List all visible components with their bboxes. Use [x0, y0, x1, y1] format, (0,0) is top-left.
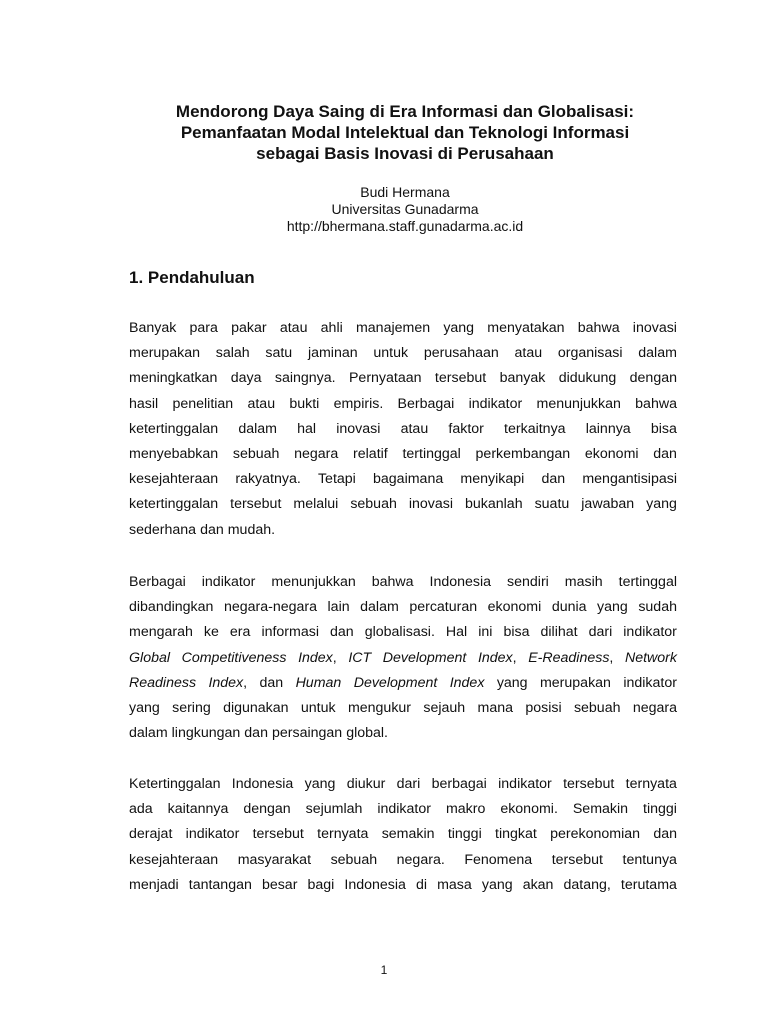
word: mengarah [129, 624, 193, 641]
word: yang [646, 496, 677, 513]
paragraph-line [129, 696, 677, 721]
word: bisa [503, 624, 530, 641]
word: pakar [231, 320, 267, 336]
word: Global [129, 649, 171, 666]
word: dan [259, 674, 284, 691]
word: sebuah [232, 445, 280, 462]
word: banyak [499, 370, 546, 387]
word: negara-negara [223, 599, 318, 616]
word: Banyak [129, 320, 177, 336]
word: inovasi [408, 496, 454, 513]
word: Development [382, 649, 467, 666]
word: tinggi [643, 801, 677, 818]
word: hal [297, 420, 317, 437]
word: menyatakan [487, 320, 565, 336]
word: kesejahteraan [129, 851, 219, 868]
word: tentunya [622, 851, 677, 868]
paragraph-line [129, 341, 677, 366]
author-url: http://bhermana.staff.gunadarma.ac.id [286, 218, 524, 234]
word: atau [279, 320, 308, 336]
word: besar [261, 876, 298, 893]
author-name: Budi Hermana [360, 184, 450, 200]
word: tertinggal [402, 445, 461, 462]
word: bahwa [577, 320, 620, 336]
word: indikator [201, 574, 256, 590]
word: Ketertinggalan [129, 776, 221, 792]
word: penelitian [172, 395, 234, 412]
word: Index [449, 674, 485, 691]
word: mana [477, 699, 513, 716]
paragraph-line [129, 772, 677, 797]
word: ada [129, 801, 153, 818]
word: tersebut [434, 370, 487, 387]
word: menunjukkan [271, 574, 356, 590]
word: salah [215, 345, 250, 362]
word: masyarakat [237, 851, 312, 868]
word: posisi [525, 699, 562, 716]
word: tersebut [230, 496, 282, 513]
word: ahli [320, 320, 343, 336]
word: terkaitnya [504, 420, 566, 437]
word: ekonomi [584, 445, 639, 462]
paragraph-line [129, 822, 677, 847]
word: menyebabkan [129, 445, 219, 462]
word: informasi [261, 624, 319, 641]
word: tersebut [551, 851, 603, 868]
word: negara [632, 699, 677, 716]
word: dari [396, 776, 421, 792]
word: lingkungan [171, 725, 241, 742]
word: percaturan [409, 599, 478, 616]
word: didukung [558, 370, 617, 387]
word: melalui [293, 496, 339, 513]
paragraph-line [129, 442, 677, 467]
paragraph-3 [129, 772, 677, 898]
word: bukanlah [465, 496, 523, 513]
word: dilihat [540, 624, 578, 641]
page-number: 1 [380, 963, 388, 977]
paragraph-line [129, 620, 677, 645]
word: indikator [623, 674, 677, 691]
word: ketertinggalan [129, 496, 219, 513]
word: sejauh [423, 699, 466, 716]
word: yang [597, 599, 628, 616]
word: satu [265, 345, 293, 362]
author-affiliation: Universitas Gunadarma [331, 201, 479, 217]
word: sendiri [507, 574, 549, 590]
word: bahwa [371, 574, 414, 590]
paragraph-line [129, 848, 677, 873]
word: yang [481, 876, 513, 893]
word: inovasi [336, 420, 381, 437]
word: Index, [478, 646, 517, 671]
word: meningkatkan [129, 370, 218, 387]
word: empiris. [333, 395, 384, 412]
word: manajemen [355, 320, 431, 336]
title-line-1: Mendorong Daya Saing di Era Informasi dan Globalisasi: [175, 102, 635, 121]
word: globalisasi. [364, 624, 435, 641]
word: lain [327, 599, 350, 616]
word: tinggi [447, 826, 482, 843]
word: ketertinggalan [129, 420, 219, 437]
word: yang [129, 699, 160, 716]
word: dan [653, 445, 677, 462]
word: E-Readiness, [528, 646, 613, 671]
paragraph-line [129, 671, 677, 696]
word: tantangan [188, 876, 252, 893]
word: indikator [377, 801, 431, 818]
word: organisasi [557, 345, 623, 362]
word: jawaban [581, 496, 635, 513]
word: sebuah [330, 851, 378, 868]
word: indikator [468, 395, 523, 412]
word: atau [400, 420, 429, 437]
word: bahwa [635, 395, 677, 412]
word: kaitannya [167, 801, 229, 818]
word: Index, [208, 671, 247, 696]
word: Readiness [129, 674, 197, 691]
word: indikator [498, 776, 552, 792]
word: ternyata [317, 826, 369, 843]
word: dalam [638, 345, 677, 362]
word: sebuah [350, 496, 397, 513]
word: persaingan [271, 725, 343, 742]
word: tersebut [563, 776, 615, 792]
word: Hal [445, 624, 468, 641]
word: para [189, 320, 218, 336]
word: Pernyataan [348, 370, 422, 387]
word: negara. [396, 851, 445, 868]
word: Development [353, 674, 438, 691]
word: dalam [129, 725, 168, 742]
paragraph-line [129, 646, 677, 671]
paragraph-line [129, 467, 677, 492]
word: jaminan [307, 345, 358, 362]
word: perusahaan [423, 345, 499, 362]
paragraph-line [129, 595, 677, 620]
word: kesejahteraan [129, 471, 219, 488]
word: digunakan [223, 699, 289, 716]
paragraph-1 [129, 316, 677, 543]
word: hasil [129, 395, 159, 412]
word: Berbagai [129, 574, 186, 590]
word: masa [437, 876, 472, 893]
word: ekonomi. [500, 801, 558, 818]
word: rakyatnya. [235, 471, 301, 488]
word: Indonesia [429, 574, 492, 590]
paragraph-line [129, 366, 677, 391]
word: dan [541, 471, 566, 488]
word: sederhana [129, 521, 197, 538]
word: faktor [448, 420, 484, 437]
word: bagaimana [373, 471, 444, 488]
word: berbagai [431, 776, 487, 792]
word: atau [514, 345, 543, 362]
word: bisa [650, 420, 677, 437]
word: derajat [129, 826, 173, 843]
document-title [90, 101, 720, 164]
paragraph-line [129, 492, 677, 517]
word: global. [346, 725, 388, 742]
word: ekonomi [487, 599, 542, 616]
word: dalam [238, 420, 277, 437]
word: Index [477, 649, 513, 666]
word: inovasi [632, 320, 677, 336]
word: daya [230, 370, 262, 387]
word: mudah. [227, 521, 276, 538]
word: dunia [551, 599, 587, 616]
word: di [415, 876, 428, 893]
word: sudah [638, 599, 677, 616]
paragraph-line [129, 518, 677, 543]
word: merupakan [539, 674, 611, 691]
word: ICT [348, 649, 372, 666]
word: menunjukkan [536, 395, 621, 412]
word: yang [304, 776, 336, 792]
word: Index [208, 674, 244, 691]
word: sebuah [573, 699, 621, 716]
word: menjadi [129, 876, 179, 893]
word: merupakan [129, 345, 200, 362]
word: dan [200, 521, 224, 538]
word: tertinggal [618, 574, 677, 590]
word: sejumlah [305, 801, 363, 818]
word: ternyata [625, 776, 677, 792]
word: Index [298, 649, 333, 666]
paragraph-line [129, 316, 677, 341]
section-heading: 1. Pendahuluan [129, 268, 255, 287]
word: untuk [300, 699, 336, 716]
word: indikator [185, 826, 240, 843]
word: atau [247, 395, 276, 412]
word: dan [330, 624, 354, 641]
word: untuk [373, 345, 409, 362]
word: Index, [298, 646, 337, 671]
word: yang [443, 320, 475, 336]
word: saingnya. [274, 370, 336, 387]
word: terutama [620, 876, 677, 893]
author-block [90, 184, 720, 235]
word: dengan [629, 370, 677, 387]
paragraph-line [129, 570, 677, 595]
word: semakin [381, 826, 435, 843]
word: lainnya [585, 420, 631, 437]
word: dan [653, 826, 677, 843]
word: dalam [360, 599, 399, 616]
word: menyikapi [460, 471, 525, 488]
word: Indonesia [344, 876, 406, 893]
word: mengantisipasi [582, 471, 677, 488]
word: Tetapi [317, 471, 356, 488]
word: negara [294, 445, 339, 462]
word: mengukur [347, 699, 412, 716]
word: datang, [563, 876, 611, 893]
paragraph-line [129, 392, 677, 417]
word: suatu [534, 496, 570, 513]
word: dibandingkan [129, 599, 214, 616]
word: Semakin [572, 801, 629, 818]
title-line-3: sebagai Basis Inovasi di Perusahaan [256, 144, 554, 163]
paragraph-line [129, 721, 677, 746]
word: relatif [353, 445, 388, 462]
word: Competitiveness [181, 649, 287, 666]
word: dari [588, 624, 613, 641]
paragraph-line [129, 873, 677, 898]
word: dan [244, 725, 268, 742]
paragraph-line [129, 417, 677, 442]
word: bagi [307, 876, 335, 893]
paragraph-line [129, 797, 677, 822]
word: tersebut [252, 826, 304, 843]
word: Network [624, 649, 677, 666]
word: perkembangan [475, 445, 571, 462]
word: dengan [243, 801, 291, 818]
title-line-2: Pemanfaatan Modal Intelektual dan Teknologi Informasi [180, 123, 630, 142]
word: perekonomian [550, 826, 641, 843]
word: Human [295, 674, 342, 691]
word: ke [203, 624, 219, 641]
word: E-Readiness [528, 649, 610, 666]
word: sering [172, 699, 211, 716]
word: diukur [346, 776, 386, 792]
word: Berbagai [397, 395, 455, 412]
word: masih [564, 574, 603, 590]
word: Indonesia [231, 776, 294, 792]
word: indikator [623, 624, 677, 641]
word: era [229, 624, 251, 641]
paragraph-2 [129, 570, 677, 746]
word: yang [496, 674, 528, 691]
word: akan [522, 876, 554, 893]
word: tingkat [495, 826, 537, 843]
word: Fenomena [464, 851, 533, 868]
word: makro [445, 801, 486, 818]
word: ini [478, 624, 493, 641]
word: bukti [289, 395, 320, 412]
